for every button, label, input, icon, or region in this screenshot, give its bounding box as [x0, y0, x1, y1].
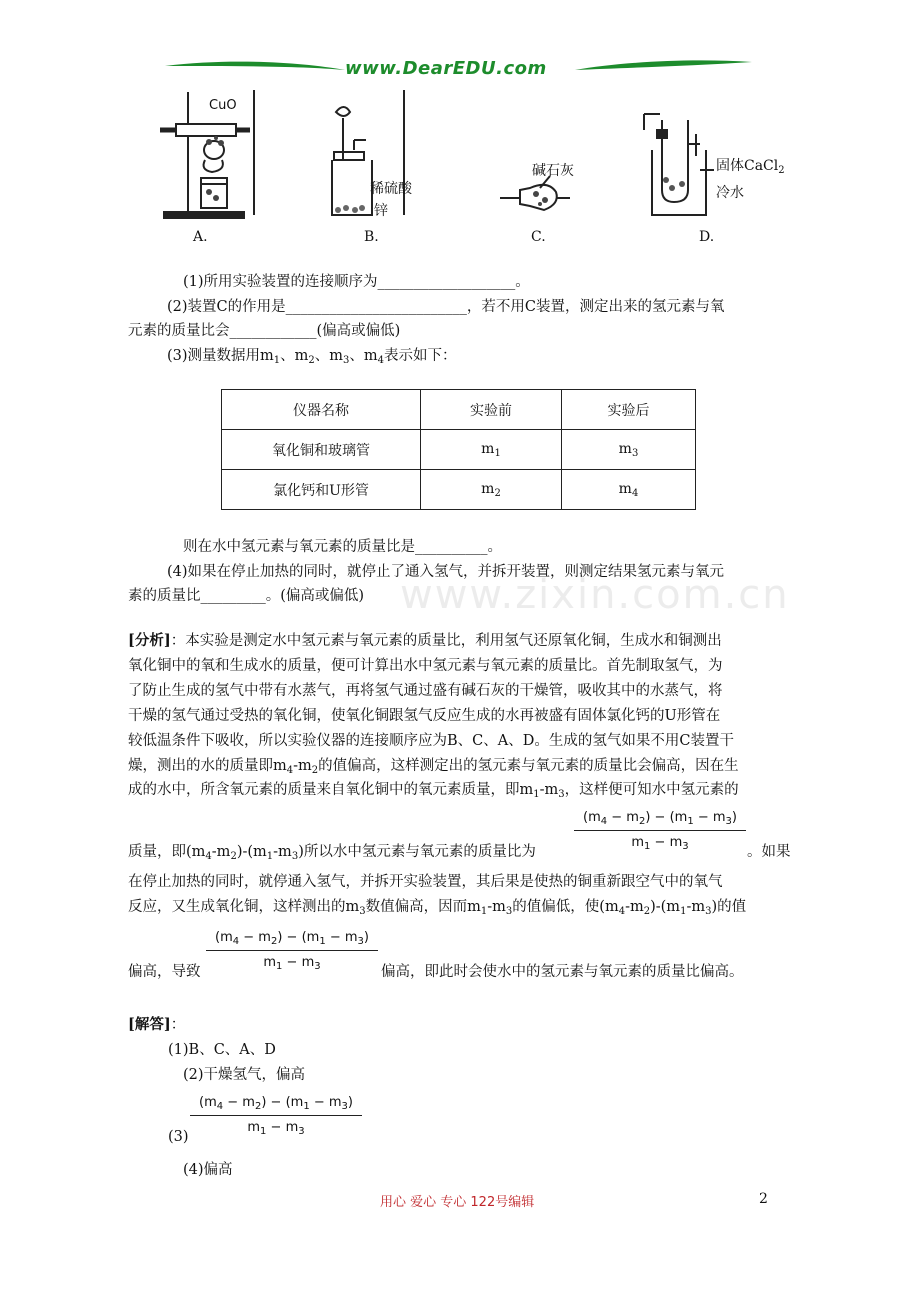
- footer-text: 用心 爱心 专心 122号编辑: [380, 1195, 535, 1210]
- answer-4: (4)偏高: [183, 1162, 233, 1178]
- table-header: 仪器名称: [222, 390, 421, 430]
- table-cell: $m_2$: [421, 470, 562, 510]
- question-3-tail: 则在水中氢元素与氧元素的质量比是__________。: [183, 539, 502, 555]
- label-soda-lime: 碱石灰: [532, 163, 574, 179]
- answer-3: (3): [168, 1129, 189, 1145]
- analysis-line-9: 在停止加热的同时，就停通入氢气，并拆开实验装置，其后果是使热的铜重新跟空气中的氧气: [128, 874, 723, 890]
- analysis-line-8: 质量，即$(m_4-m_2)-(m_1-m_3)$所以水中氢元素与氧元素的质量比为: [128, 844, 536, 862]
- site-banner[interactable]: www.DearEDU.com: [345, 58, 547, 79]
- label-cold-water: 冷水: [716, 185, 744, 201]
- analysis-line-4: 干燥的氢气通过受热的氧化铜，使氧化铜跟氢气反应生成的水再被盛有固体氯化钙的U形管在: [128, 708, 721, 724]
- table-row: [222, 430, 696, 470]
- answer-heading: [解答]：: [128, 1016, 186, 1033]
- fraction-denominator: $m_1 - m_3$: [631, 835, 689, 852]
- fraction-denominator: $m_1 - m_3$: [247, 1120, 305, 1137]
- caption-d: D.: [699, 229, 715, 245]
- question-2-line-2: 元素的质量比会____________(偏高或偏低): [128, 323, 401, 339]
- answer-2: (2)干燥氢气，偏高: [183, 1067, 306, 1083]
- mass-ratio-fraction: [190, 1095, 362, 1137]
- table-header: 实验后: [562, 390, 696, 430]
- question-1: (1)所用实验装置的连接顺序为___________________。: [183, 274, 530, 290]
- label-zinc: 锌: [374, 203, 388, 219]
- caption-b: B.: [364, 229, 379, 245]
- page-number: 2: [759, 1191, 768, 1207]
- analysis-line-11-end: 偏高，即此时会使水中的氢元素与氧元素的质量比偏高。: [381, 964, 744, 980]
- question-4-line-1: (4)如果在停止加热的同时，就停止了通入氢气，并拆开装置，则测定结果氢元素与氧元: [167, 564, 725, 580]
- caption-a: A.: [193, 229, 208, 245]
- analysis-line-2: 氧化铜中的氧和生成水的质量，便可计算出水中氢元素与氧元素的质量比。首先制取氢气，为: [128, 658, 723, 674]
- watermark: www.zixin.com.cn: [400, 572, 790, 618]
- analysis-line-8-tail: 。如果: [747, 844, 791, 860]
- table-cell: 氧化铜和玻璃管: [222, 430, 421, 470]
- label-cuo: CuO: [209, 98, 237, 113]
- analysis-line-11-start: 偏高，导致: [128, 964, 201, 980]
- analysis-line-3: 了防止生成的氢气中带有水蒸气，再将氢气通过盛有碱石灰的干燥管，吸收其中的水蒸气，将: [128, 683, 723, 699]
- fraction-numerator: $(m_4 - m_2) - (m_1 - m_3)$: [190, 1095, 362, 1116]
- analysis-line-6: 燥，测出的水的质量即$m_4-m_2$的值偏高，这样测定出的氢元素与氧元素的质量比会偏高，因在生: [128, 758, 739, 776]
- question-3: (3)测量数据用$m_1$、$m_2$、$m_3$、$m_4$表示如下：: [167, 348, 457, 366]
- measurement-table: [221, 389, 696, 510]
- table-header-row: [222, 390, 696, 430]
- analysis-line-10: 反应，又生成氧化铜，这样测出的$m_3$数值偏高，因而$m_1-m_3$的值偏低，使$(m_4-m_2)-(m_1-m_3)$的值: [128, 899, 747, 917]
- mass-ratio-fraction: [574, 810, 746, 852]
- analysis-line-7: 成的水中，所含氧元素的质量来自氧化铜中的氧元素质量，即$m_1-m_3$，这样便可知水中氢元素的: [128, 782, 739, 800]
- question-4-line-2: 素的质量比_________。(偏高或偏低): [128, 588, 365, 604]
- answer-1: (1)B、C、A、D: [168, 1042, 276, 1058]
- question-2-line-1: (2)装置C的作用是_________________________，若不用C装置，测定出来的氢元素与氧: [167, 299, 725, 315]
- mass-ratio-fraction: [206, 930, 378, 972]
- table-cell: $m_4$: [562, 470, 696, 510]
- fraction-numerator: $(m_4 - m_2) - (m_1 - m_3)$: [206, 930, 378, 951]
- label-solid-cacl2: 固体CaCl$_2$: [716, 158, 785, 176]
- table-cell: $m_3$: [562, 430, 696, 470]
- analysis-line-5: 较低温条件下吸收，所以实验仪器的连接顺序应为B、C、A、D。生成的氢气如果不用C装置干: [128, 733, 734, 749]
- table-cell: $m_1$: [421, 430, 562, 470]
- table-header: 实验前: [421, 390, 562, 430]
- label-dilute-acid: 稀硫酸: [370, 181, 412, 197]
- table-cell: 氯化钙和U形管: [222, 470, 421, 510]
- analysis-line-1: [分析]：本实验是测定水中氢元素与氧元素的质量比，利用氢气还原氧化铜，生成水和铜测出: [128, 632, 722, 649]
- fraction-denominator: $m_1 - m_3$: [263, 955, 321, 972]
- table-row: [222, 470, 696, 510]
- fraction-numerator: $(m_4 - m_2) - (m_1 - m_3)$: [574, 810, 746, 831]
- caption-c: C.: [531, 229, 546, 245]
